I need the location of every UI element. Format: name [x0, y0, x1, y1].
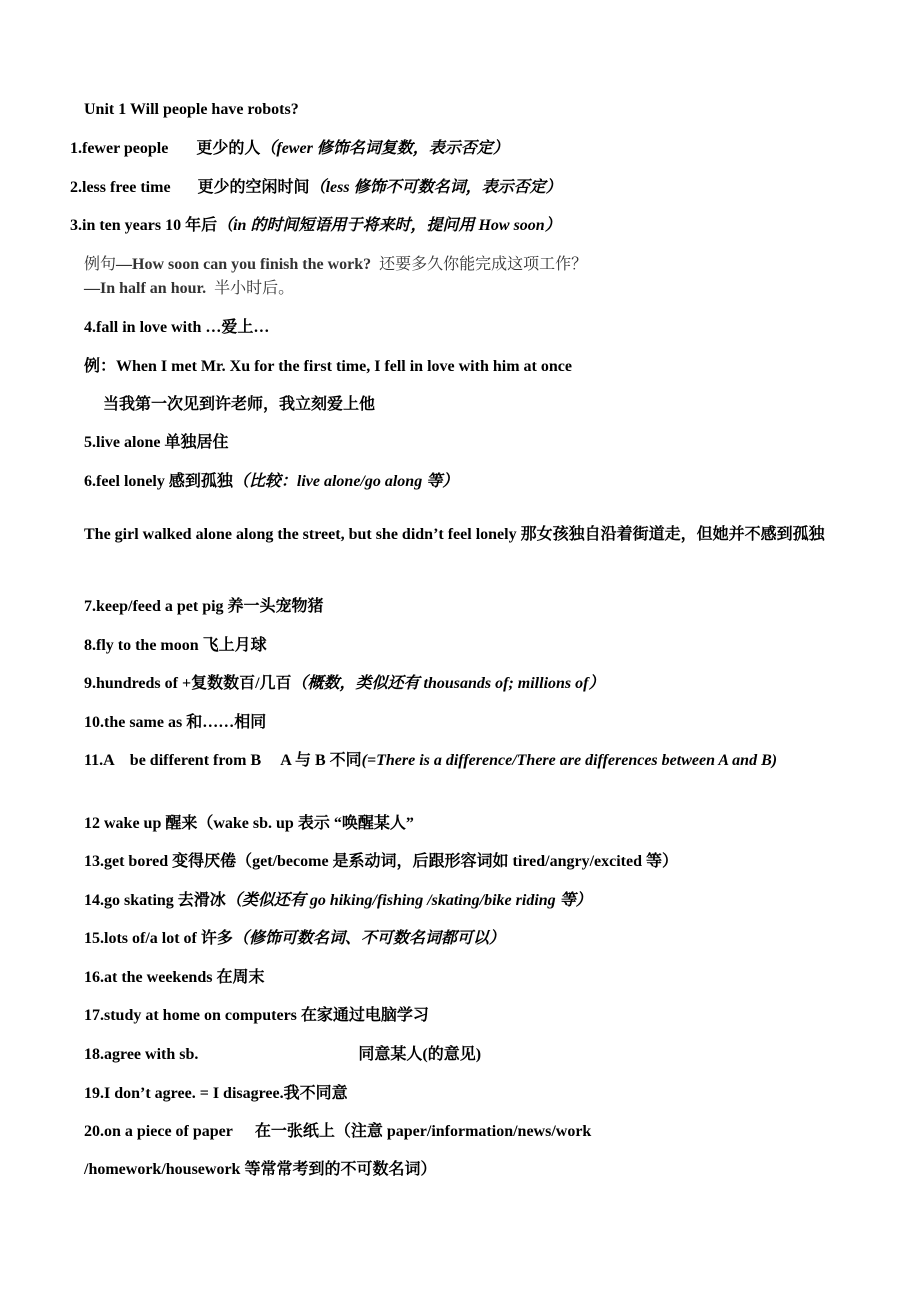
item-15-term: 15.lots of/a lot of 许多: [84, 930, 233, 947]
item-2-meaning: 更少的空闲时间: [197, 179, 310, 196]
item-4-example-translation: 当我第一次见到许老师，我立刻爱上他: [103, 396, 376, 413]
example-label: 例句: [84, 256, 117, 273]
item-10: 10.the same as 和……相同: [84, 714, 267, 731]
item-6-note: （比较：live alone/go along 等）: [232, 473, 459, 490]
item-11-term: 11.A be different from B A 与 B 不同: [84, 752, 362, 769]
item-1-term: 1.fewer people: [70, 140, 169, 157]
item-15-note: （修饰可数名词、不可数名词都可以）: [232, 930, 505, 947]
example-cn: 半小时后。: [214, 280, 295, 297]
item-18: [84, 1045, 481, 1065]
example-label: 例：: [84, 358, 117, 375]
item-13: 13.get bored 变得厌倦（get/become 是系动词，后跟形容词如 tired/angry/excited 等）: [84, 853, 679, 870]
item-3-example-2: [84, 279, 294, 299]
item-18-meaning: 同意某人(的意见): [358, 1046, 482, 1063]
item-1-note: （fewer 修饰名词复数，表示否定）: [260, 140, 509, 157]
item-6: [84, 472, 458, 492]
item-11-note: (=There is a difference/There are differences between A and B): [361, 752, 778, 769]
item-18-term: 18.agree with sb.: [84, 1046, 199, 1063]
example-en: When I met Mr. Xu for the first time, I fell in love with him at once: [116, 358, 572, 375]
item-19: 19.I don’t agree. = I disagree.我不同意: [84, 1085, 348, 1102]
example-en: —In half an hour.: [84, 280, 207, 297]
item-14-note: （类似还有 go hiking/fishing /skating/bike riding 等）: [225, 892, 592, 909]
item-5: 5.live alone 单独居住: [84, 434, 229, 451]
item-1-meaning: 更少的人: [196, 140, 261, 157]
item-1: [70, 139, 509, 159]
page-title: Unit 1 Will people have robots?: [84, 101, 299, 118]
item-20-meaning: 在一张纸上（注意 paper/information/news/work: [254, 1123, 592, 1140]
item-4-example: [84, 357, 572, 377]
item-16: 16.at the weekends 在周末: [84, 969, 265, 986]
item-4: 4.fall in love with …爱上…: [84, 319, 270, 336]
item-9-note: （概数，类似还有 thousands of; millions of）: [291, 675, 605, 692]
item-20-term: 20.on a piece of paper: [84, 1123, 233, 1140]
item-2-note: （less 修饰不可数名词，表示否定）: [309, 179, 562, 196]
item-17: 17.study at home on computers 在家通过电脑学习: [84, 1007, 429, 1024]
item-6-term: 6.feel lonely 感到孤独: [84, 473, 233, 490]
item-2: [70, 178, 562, 198]
item-3-note: （in 的时间短语用于将来时，提问用 How soon）: [217, 217, 561, 234]
item-8: 8.fly to the moon 飞上月球: [84, 637, 267, 654]
item-3: [70, 216, 561, 236]
item-12: 12 wake up 醒来（wake sb. up 表示 “唤醒某人”: [84, 815, 414, 832]
example-cn: 还要多久你能完成这项工作？: [379, 256, 588, 273]
item-3-term: 3.in ten years 10 年后: [70, 217, 218, 234]
item-11: [84, 749, 836, 773]
item-20-continued: /homework/housework 等常常考到的不可数名词）: [84, 1161, 437, 1178]
item-3-example-1: [84, 255, 587, 275]
item-14-term: 14.go skating 去滑冰: [84, 892, 226, 909]
item-14: [84, 891, 592, 911]
item-15: [84, 929, 505, 949]
item-9-term: 9.hundreds of +复数数百/几百: [84, 675, 292, 692]
example-en: —How soon can you finish the work?: [116, 256, 372, 273]
item-9: [84, 674, 604, 694]
item-2-term: 2.less free time: [70, 179, 171, 196]
item-6-example: The girl walked alone along the street, but she didn’t feel lonely 那女孩独自沿着街道走，但她并不感到孤独: [84, 526, 825, 543]
item-20: [84, 1122, 591, 1142]
item-7: 7.keep/feed a pet pig 养一头宠物猪: [84, 598, 324, 615]
